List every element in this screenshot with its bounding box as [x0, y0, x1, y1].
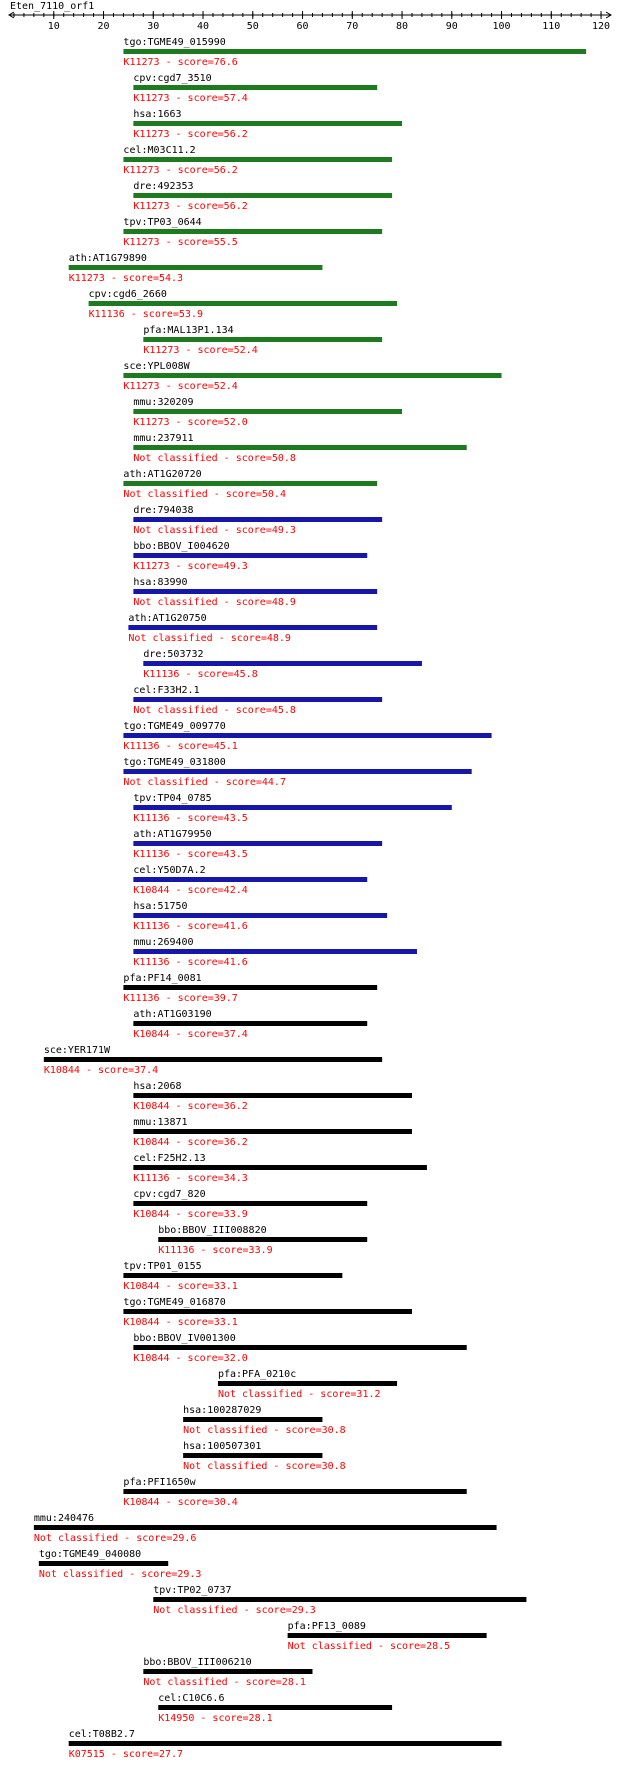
- hit-score: K10844 - score=33.1: [123, 1317, 238, 1328]
- hit-label: tpv:TP01_0155: [123, 1261, 202, 1272]
- hit-score: Not classified - score=50.8: [133, 453, 296, 464]
- hit-label: hsa:100507301: [183, 1441, 262, 1452]
- axis-tick-label: 20: [97, 21, 110, 32]
- hit-bar: [143, 661, 422, 666]
- axis-tick-label: 100: [492, 21, 511, 32]
- hit-label: mmu:269400: [133, 937, 194, 948]
- hit-score: K11136 - score=34.3: [133, 1173, 248, 1184]
- hit-score: Not classified - score=29.3: [153, 1605, 316, 1616]
- hit-score: Not classified - score=44.7: [123, 777, 286, 788]
- hit-bar: [123, 481, 377, 486]
- hit-bar: [133, 445, 466, 450]
- hit-label: ath:AT1G03190: [133, 1009, 212, 1020]
- hit-label: pfa:PF13_0089: [287, 1621, 366, 1632]
- hit-score: K11273 - score=52.4: [143, 345, 258, 356]
- hit-score: K10844 - score=33.9: [133, 1209, 248, 1220]
- hit-label: tpv:TP04_0785: [133, 793, 212, 804]
- hit-bar: [218, 1381, 397, 1386]
- hit-label: cpv:cgd7_820: [133, 1189, 206, 1200]
- hit-score: Not classified - score=48.9: [133, 597, 296, 608]
- hit-label: hsa:83990: [133, 577, 188, 588]
- hit-score: K11273 - score=52.0: [133, 417, 248, 428]
- hit-bar: [133, 121, 402, 126]
- hit-score: Not classified - score=29.3: [38, 1569, 202, 1580]
- hit-bar: [143, 337, 382, 342]
- hit-label: ath:AT1G20750: [128, 613, 207, 624]
- hit-score: Not classified - score=28.5: [287, 1641, 451, 1652]
- hit-bar: [128, 625, 377, 630]
- hit-label: bbo:BBOV_I004620: [133, 541, 230, 552]
- hit-label: ath:AT1G20720: [123, 469, 202, 480]
- hit-score: K10844 - score=37.4: [133, 1029, 248, 1040]
- hit-score: K11136 - score=41.6: [133, 921, 248, 932]
- hit-bar: [133, 877, 367, 882]
- hit-label: sce:YPL008W: [123, 361, 190, 372]
- hit-label: tgo:TGME49_016870: [123, 1297, 226, 1308]
- hit-bar: [123, 49, 586, 54]
- hit-score: K11273 - score=56.2: [133, 129, 248, 140]
- hit-label: cel:F33H2.1: [133, 685, 200, 696]
- hit-label: tgo:TGME49_031800: [123, 757, 226, 768]
- hit-bar: [123, 733, 491, 738]
- hit-label: cpv:cgd6_2660: [88, 289, 167, 300]
- hit-label: dre:794038: [133, 505, 194, 516]
- hit-score: K14950 - score=28.1: [158, 1713, 273, 1724]
- hit-score: Not classified - score=29.6: [33, 1533, 197, 1544]
- hit-label: tgo:TGME49_009770: [123, 721, 226, 732]
- hit-bar: [133, 589, 377, 594]
- hit-label: ath:AT1G79890: [68, 253, 147, 264]
- hit-score: Not classified - score=50.4: [123, 489, 286, 500]
- hit-bar: [123, 985, 377, 990]
- hit-label: hsa:2068: [133, 1081, 182, 1092]
- hit-bar: [133, 949, 417, 954]
- hit-score: K11136 - score=43.5: [133, 849, 248, 860]
- hit-bar: [69, 1741, 502, 1746]
- hit-label: mmu:240476: [33, 1513, 95, 1524]
- hit-score: Not classified - score=28.1: [143, 1677, 306, 1688]
- hit-label: sce:YER171W: [43, 1045, 111, 1056]
- hit-bar: [133, 1021, 367, 1026]
- hit-label: cpv:cgd7_3510: [133, 73, 212, 84]
- hit-label: cel:C10C6.6: [158, 1693, 225, 1704]
- hit-label: tgo:TGME49_015990: [123, 37, 226, 48]
- hit-bar: [44, 1057, 382, 1062]
- hit-label: cel:Y50D7A.2: [133, 865, 206, 876]
- axis-tick-label: 70: [346, 21, 359, 32]
- axis-tick-label: 120: [592, 21, 611, 32]
- hit-label: bbo:BBOV_IV001300: [133, 1333, 236, 1344]
- hit-bar: [143, 1669, 312, 1674]
- hit-bar: [133, 409, 402, 414]
- axis-tick-label: 30: [147, 21, 160, 32]
- hit-score: K11136 - score=41.6: [133, 957, 248, 968]
- axis-tick-label: 60: [296, 21, 309, 32]
- hit-bar: [133, 1345, 466, 1350]
- hit-score: K11136 - score=43.5: [133, 813, 248, 824]
- axis-tick-label: 110: [542, 21, 561, 32]
- hit-score: K10844 - score=30.4: [123, 1497, 238, 1508]
- hit-label: mmu:13871: [133, 1117, 188, 1128]
- hit-score: K10844 - score=42.4: [133, 885, 248, 896]
- hit-bar: [89, 301, 397, 306]
- hit-score: K11273 - score=57.4: [133, 93, 248, 104]
- hit-score: K10844 - score=36.2: [133, 1101, 248, 1112]
- hit-bar: [133, 85, 377, 90]
- hit-label: hsa:100287029: [183, 1405, 262, 1416]
- hit-score: K11273 - score=55.5: [123, 237, 238, 248]
- hit-bar: [133, 1165, 427, 1170]
- hit-score: K11136 - score=45.1: [123, 741, 238, 752]
- hit-bar: [288, 1633, 487, 1638]
- hit-bar: [69, 265, 323, 270]
- hit-score: K11273 - score=49.3: [133, 561, 248, 572]
- hit-bar: [123, 769, 471, 774]
- hit-label: tpv:TP02_0737: [153, 1585, 232, 1596]
- hit-bar: [158, 1237, 367, 1242]
- hit-score: K07515 - score=27.7: [68, 1749, 184, 1760]
- hit-bar: [123, 373, 501, 378]
- hit-label: mmu:320209: [133, 397, 194, 408]
- hit-score: K11273 - score=76.6: [123, 57, 238, 68]
- hit-bar: [123, 1489, 466, 1494]
- hit-label: cel:T08B2.7: [68, 1729, 135, 1740]
- hit-score: K10844 - score=36.2: [133, 1137, 248, 1148]
- hit-bar: [123, 229, 382, 234]
- hit-label: tpv:TP03_0644: [123, 217, 202, 228]
- hit-score: K11273 - score=56.2: [133, 201, 248, 212]
- axis-tick-label: 80: [396, 21, 409, 32]
- hit-label: ath:AT1G79950: [133, 829, 212, 840]
- hit-bar: [123, 157, 392, 162]
- hit-bar: [133, 913, 387, 918]
- hit-bar: [133, 1129, 412, 1134]
- hit-score: Not classified - score=48.9: [128, 633, 291, 644]
- hit-score: K11136 - score=33.9: [158, 1245, 273, 1256]
- hit-bar: [123, 1309, 412, 1314]
- hit-score: Not classified - score=30.8: [183, 1461, 346, 1472]
- hit-bar: [183, 1453, 322, 1458]
- hit-score: K10844 - score=33.1: [123, 1281, 238, 1292]
- hit-label: cel:M03C11.2: [123, 145, 196, 156]
- hit-label: tgo:TGME49_040080: [38, 1549, 142, 1560]
- hit-bar: [183, 1417, 322, 1422]
- axis-tick-label: 90: [445, 21, 458, 32]
- hit-bar: [123, 1273, 342, 1278]
- hit-score: Not classified - score=49.3: [133, 525, 296, 536]
- hit-bar: [133, 1201, 367, 1206]
- hit-bar: [133, 805, 451, 810]
- hit-bar: [133, 553, 367, 558]
- hit-label: pfa:PFA_0210c: [217, 1369, 297, 1380]
- hit-score: Not classified - score=30.8: [183, 1425, 346, 1436]
- hit-bar: [34, 1525, 497, 1530]
- hit-score: K10844 - score=32.0: [133, 1353, 248, 1364]
- hit-score: K11136 - score=39.7: [123, 993, 238, 1004]
- hit-label: dre:503732: [143, 649, 204, 660]
- hit-label: hsa:1663: [133, 109, 182, 120]
- hit-bar: [133, 697, 382, 702]
- hit-label: pfa:PFI1650w: [123, 1477, 196, 1488]
- hit-bar: [133, 1093, 412, 1098]
- hit-label: dre:492353: [133, 181, 194, 192]
- hit-score: K10844 - score=37.4: [43, 1065, 159, 1076]
- hit-score: K11273 - score=56.2: [123, 165, 238, 176]
- hit-label: bbo:BBOV_III006210: [143, 1657, 252, 1668]
- hit-score: K11273 - score=54.3: [68, 273, 184, 284]
- axis-tick-label: 40: [197, 21, 210, 32]
- axis-tick-label: 10: [47, 21, 60, 32]
- hit-score: K11136 - score=45.8: [143, 669, 258, 680]
- hit-label: bbo:BBOV_III008820: [158, 1225, 267, 1236]
- hit-bar: [133, 841, 382, 846]
- hit-label: cel:F25H2.13: [133, 1153, 206, 1164]
- hit-label: mmu:237911: [133, 433, 194, 444]
- hit-label: pfa:PF14_0081: [123, 973, 202, 984]
- hit-bar: [39, 1561, 168, 1566]
- hit-bar: [133, 193, 392, 198]
- hit-score: K11136 - score=53.9: [88, 309, 203, 320]
- hit-label: hsa:51750: [133, 901, 188, 912]
- hit-score: K11273 - score=52.4: [123, 381, 238, 392]
- axis-tick-label: 50: [246, 21, 259, 32]
- hit-bar: [133, 517, 382, 522]
- hit-bar: [153, 1597, 526, 1602]
- hit-bar: [158, 1705, 392, 1710]
- hit-score: Not classified - score=31.2: [217, 1389, 381, 1400]
- query-title: Eten_7110_orf1: [10, 1, 95, 12]
- hit-score: Not classified - score=45.8: [133, 705, 296, 716]
- hit-label: pfa:MAL13P1.134: [143, 325, 234, 336]
